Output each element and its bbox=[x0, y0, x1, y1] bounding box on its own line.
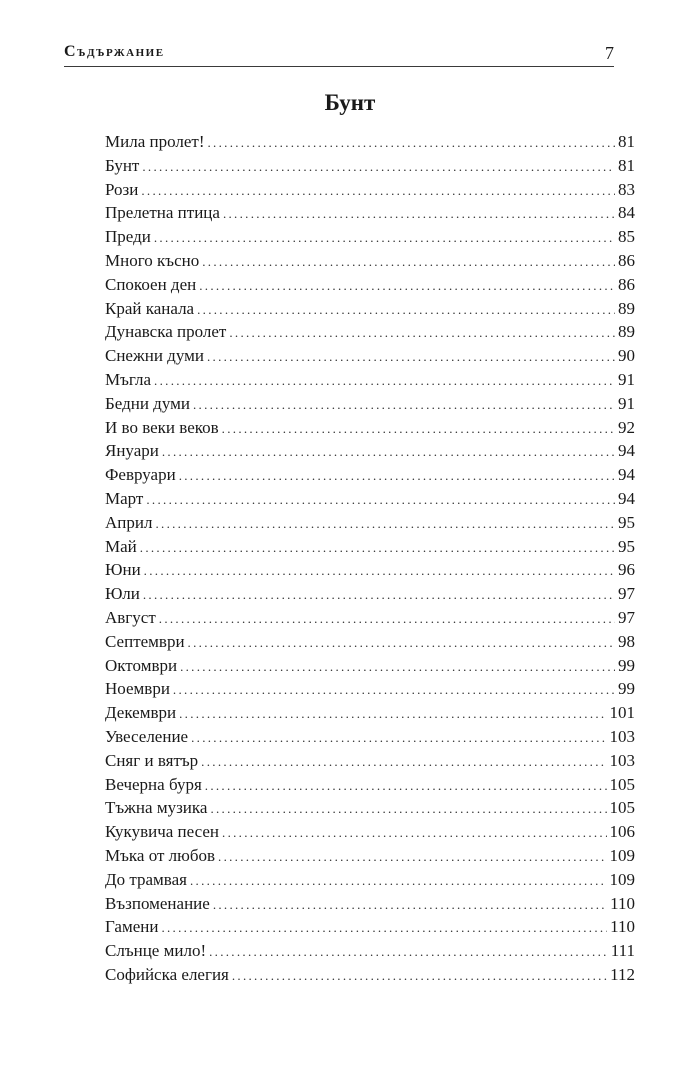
toc-entry-page: 94 bbox=[618, 441, 635, 461]
toc-entry-title: Мила пролет! bbox=[105, 132, 205, 151]
toc-entry-title: Бедни думи bbox=[105, 393, 190, 413]
toc-entry-title: До трамвая bbox=[105, 869, 187, 889]
toc-entry-title: Юли bbox=[105, 584, 140, 604]
toc-entry-page: 91 bbox=[618, 369, 635, 389]
dot-leader bbox=[223, 202, 615, 226]
toc-entry bbox=[105, 820, 635, 844]
toc-entry bbox=[105, 273, 635, 297]
page-number: 7 bbox=[605, 43, 614, 63]
toc-entry bbox=[105, 320, 635, 344]
toc-entry bbox=[105, 963, 635, 987]
dot-leader bbox=[213, 893, 607, 917]
toc-entry-page: 105 bbox=[609, 774, 635, 794]
toc-entry bbox=[105, 392, 635, 416]
dot-leader bbox=[161, 916, 607, 940]
toc-entry bbox=[105, 582, 635, 606]
dot-leader bbox=[197, 298, 615, 322]
toc-entry bbox=[105, 654, 635, 678]
toc-entry-title: Април bbox=[105, 512, 153, 532]
toc-entry bbox=[105, 439, 635, 463]
toc-entry-title: Сняг и вятър bbox=[105, 750, 199, 770]
toc-entry-page: 81 bbox=[618, 132, 635, 151]
dot-leader bbox=[179, 464, 615, 488]
running-head bbox=[64, 40, 614, 67]
toc-entry-title: Дунавска пролет bbox=[105, 322, 227, 342]
toc-entry bbox=[105, 630, 635, 654]
toc-entry-page: 109 bbox=[609, 845, 635, 865]
toc-entry-page: 95 bbox=[618, 536, 635, 556]
toc-entry-title: Край канала bbox=[105, 298, 195, 318]
toc-entry-page: 103 bbox=[609, 726, 635, 746]
toc-entry-page: 94 bbox=[618, 465, 635, 485]
dot-leader bbox=[229, 321, 615, 345]
dot-leader bbox=[146, 488, 615, 512]
toc-entry-title: Май bbox=[105, 536, 137, 556]
dot-leader bbox=[155, 512, 615, 536]
toc-entry-title: Тъжна музика bbox=[105, 798, 208, 818]
dot-leader bbox=[179, 702, 606, 726]
toc-entry-title: Слънце мило! bbox=[105, 941, 207, 961]
toc-entry-page: 83 bbox=[618, 179, 635, 199]
dot-leader bbox=[141, 179, 615, 203]
section-title: Бунт bbox=[324, 90, 376, 115]
toc-entry bbox=[105, 868, 635, 892]
toc-entry-title: Октомври bbox=[105, 655, 178, 675]
dot-leader bbox=[193, 393, 615, 417]
toc-entry-page: 81 bbox=[618, 155, 635, 175]
toc-entry bbox=[105, 225, 635, 249]
toc-entry-title: Мъгла bbox=[105, 369, 152, 389]
dot-leader bbox=[222, 417, 615, 441]
toc-entry bbox=[105, 701, 635, 725]
dot-leader bbox=[154, 226, 615, 250]
toc-entry-title: Февруари bbox=[105, 465, 176, 485]
toc-entry-title: Вечерна буря bbox=[105, 774, 202, 794]
toc-entry-title: Кукувича песен bbox=[105, 822, 220, 842]
dot-leader bbox=[208, 131, 616, 155]
toc-entry-page: 110 bbox=[610, 893, 635, 913]
toc-entry-title: Ноември bbox=[105, 679, 170, 699]
toc-entry-page: 98 bbox=[618, 631, 635, 651]
toc-entry-title: Прелетна птица bbox=[105, 203, 220, 223]
toc-entry-title: Юни bbox=[105, 560, 141, 580]
toc-entry-page: 101 bbox=[609, 703, 635, 723]
toc-entry bbox=[105, 297, 635, 321]
dot-leader bbox=[191, 726, 606, 750]
toc-entry-page: 91 bbox=[618, 393, 635, 413]
dot-leader bbox=[210, 797, 606, 821]
dot-leader bbox=[232, 964, 607, 988]
toc-entry-title: И во веки веков bbox=[105, 417, 219, 437]
toc-entry bbox=[105, 725, 635, 749]
toc-entry bbox=[105, 178, 635, 202]
toc-entry bbox=[105, 606, 635, 630]
dot-leader bbox=[140, 536, 615, 560]
toc-entry-title: Преди bbox=[105, 227, 151, 247]
toc-entry bbox=[105, 416, 635, 440]
toc-entry bbox=[105, 796, 635, 820]
toc-entry-page: 97 bbox=[618, 607, 635, 627]
toc-entry-page: 95 bbox=[618, 512, 635, 532]
dot-leader bbox=[201, 750, 606, 774]
toc-entry bbox=[105, 154, 635, 178]
toc-entry-title: Възпоменание bbox=[105, 893, 210, 913]
toc-entry bbox=[105, 487, 635, 511]
toc-entry-title: Март bbox=[105, 488, 144, 508]
dot-leader bbox=[207, 345, 615, 369]
toc-entry bbox=[105, 463, 635, 487]
toc-entry-page: 99 bbox=[618, 655, 635, 675]
toc-entry-page: 96 bbox=[618, 560, 635, 580]
table-of-contents bbox=[105, 130, 635, 987]
toc-entry-page: 92 bbox=[618, 417, 635, 437]
dot-leader bbox=[209, 940, 608, 964]
toc-entry bbox=[105, 677, 635, 701]
toc-entry-title: Много късно bbox=[105, 250, 200, 270]
dot-leader bbox=[188, 631, 615, 655]
toc-entry-page: 90 bbox=[618, 346, 635, 366]
toc-entry-page: 111 bbox=[610, 941, 635, 961]
toc-entry bbox=[105, 939, 635, 963]
toc-entry-page: 103 bbox=[609, 750, 635, 770]
toc-entry-title: Януари bbox=[105, 441, 159, 461]
toc-entry bbox=[105, 201, 635, 225]
toc-entry bbox=[105, 558, 635, 582]
running-title: Съдържание bbox=[64, 43, 165, 60]
dot-leader bbox=[190, 869, 607, 893]
dot-leader bbox=[162, 440, 615, 464]
toc-entry-page: 112 bbox=[610, 964, 635, 984]
dot-leader bbox=[218, 845, 606, 869]
toc-entry-page: 99 bbox=[618, 679, 635, 699]
toc-entry-title: Рози bbox=[105, 179, 139, 199]
toc-entry bbox=[105, 249, 635, 273]
toc-entry bbox=[105, 535, 635, 559]
toc-entry-page: 109 bbox=[609, 869, 635, 889]
toc-entry-page: 86 bbox=[618, 274, 635, 294]
toc-entry bbox=[105, 749, 635, 773]
dot-leader bbox=[159, 607, 615, 631]
toc-entry-title: Мъка от любов bbox=[105, 845, 216, 865]
toc-entry bbox=[105, 892, 635, 916]
toc-entry bbox=[105, 915, 635, 939]
toc-entry-page: 85 bbox=[618, 227, 635, 247]
toc-entry bbox=[105, 130, 635, 154]
toc-entry-title: Гамени bbox=[105, 917, 159, 937]
dot-leader bbox=[143, 583, 615, 607]
toc-entry-title: Декември bbox=[105, 703, 177, 723]
toc-entry-page: 94 bbox=[618, 488, 635, 508]
dot-leader bbox=[222, 821, 606, 845]
dot-leader bbox=[180, 655, 615, 679]
toc-entry-title: Спокоен ден bbox=[105, 274, 197, 294]
toc-entry bbox=[105, 773, 635, 797]
toc-entry-title: Софийска елегия bbox=[105, 964, 229, 984]
dot-leader bbox=[205, 774, 607, 798]
dot-leader bbox=[154, 369, 615, 393]
toc-entry-title: Септември bbox=[105, 631, 185, 651]
toc-entry bbox=[105, 844, 635, 868]
toc-entry bbox=[105, 511, 635, 535]
toc-entry-page: 106 bbox=[609, 822, 635, 842]
toc-entry-page: 89 bbox=[618, 322, 635, 342]
dot-leader bbox=[199, 274, 615, 298]
dot-leader bbox=[142, 155, 615, 179]
dot-leader bbox=[202, 250, 615, 274]
toc-entry bbox=[105, 344, 635, 368]
toc-entry-page: 110 bbox=[610, 917, 635, 937]
toc-entry-page: 86 bbox=[618, 250, 635, 270]
toc-entry-title: Бунт bbox=[105, 155, 140, 175]
toc-entry-page: 97 bbox=[618, 584, 635, 604]
dot-leader bbox=[173, 678, 615, 702]
toc-entry-title: Снежни думи bbox=[105, 346, 204, 366]
toc-entry-title: Август bbox=[105, 607, 156, 627]
toc-entry-title: Увеселение bbox=[105, 726, 189, 746]
toc-entry bbox=[105, 368, 635, 392]
toc-entry-page: 84 bbox=[618, 203, 635, 223]
toc-entry-page: 89 bbox=[618, 298, 635, 318]
toc-entry-page: 105 bbox=[609, 798, 635, 818]
dot-leader bbox=[144, 559, 615, 583]
